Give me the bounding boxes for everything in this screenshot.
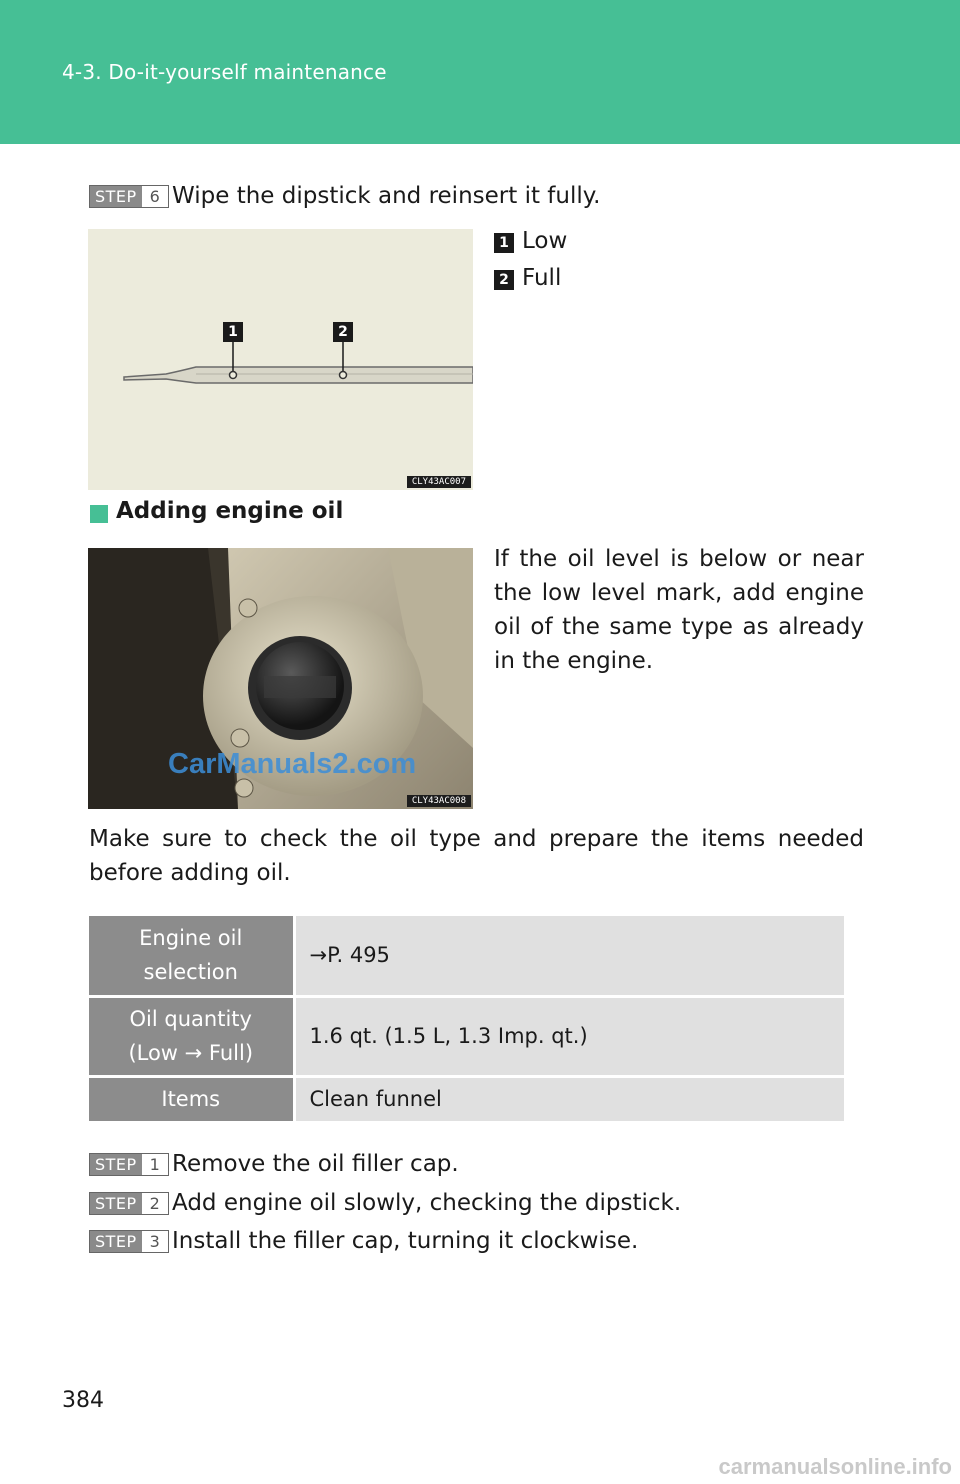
label-line: Oil quantity <box>129 1007 252 1031</box>
step-3-text: Install the filler cap, turning it clockwise. <box>172 1228 639 1254</box>
step-label: STEP <box>90 1154 142 1175</box>
label-line: Engine oil <box>139 926 243 951</box>
table-value-cell: →P. 495 <box>294 916 844 996</box>
step-1-badge <box>89 1153 169 1176</box>
marker-low: 1 <box>223 322 243 342</box>
intro-paragraph: Make sure to check the oil type and prepare the items needed before adding oil. <box>89 826 864 886</box>
legend-full: Full <box>522 265 562 291</box>
footer-watermark: carmanualsonline.info <box>718 1454 952 1479</box>
page-header <box>0 0 960 144</box>
table-row <box>89 996 844 1076</box>
legend-marker-1: 1 <box>494 233 514 253</box>
table-row <box>89 916 844 996</box>
table-header-cell <box>89 996 294 1076</box>
step-number: 2 <box>149 1194 160 1213</box>
table-value-cell: 1.6 qt. (1.5 L, 1.3 Imp. qt.) <box>294 996 844 1076</box>
step-6-badge <box>89 185 169 208</box>
label-line: (Low → Full) <box>128 1041 254 1065</box>
legend-marker-2: 2 <box>494 270 514 290</box>
step-number: 1 <box>149 1155 160 1174</box>
dipstick-illustration <box>88 229 473 490</box>
step-2-badge <box>89 1192 169 1215</box>
figure-code: CLY43AC007 <box>407 476 471 488</box>
watermark-overlay: CarManuals2.com <box>168 748 417 780</box>
label-line: selection <box>143 960 238 985</box>
section-heading: Adding engine oil <box>116 498 344 524</box>
dipstick-figure <box>88 229 473 490</box>
step-3-badge <box>89 1230 169 1253</box>
label-line: Items <box>161 1087 221 1111</box>
step-label: STEP <box>90 186 142 207</box>
step-2-text: Add engine oil slowly, checking the dipstick. <box>172 1190 682 1216</box>
legend-low: Low <box>522 228 568 254</box>
step-label: STEP <box>90 1231 142 1252</box>
marker-full: 2 <box>333 322 353 342</box>
section-title: 4-3. Do-it-yourself maintenance <box>62 60 387 84</box>
oil-level-paragraph: If the oil level is below or near the low level mark, add engine oil of the same type as already in the engine. <box>494 546 864 674</box>
table-value-cell: Clean funnel <box>294 1076 844 1122</box>
step-number: 6 <box>149 187 160 206</box>
spec-table <box>89 916 844 1124</box>
step-6-text: Wipe the dipstick and reinsert it fully. <box>172 183 601 209</box>
heading-bullet <box>90 505 108 523</box>
table-header-cell <box>89 916 294 996</box>
step-label: STEP <box>90 1193 142 1214</box>
page-number: 384 <box>62 1388 104 1413</box>
figure-code: CLY43AC008 <box>407 795 471 807</box>
table-header-cell <box>89 1076 294 1122</box>
step-number: 3 <box>149 1232 160 1251</box>
table-row <box>89 1076 844 1122</box>
step-1-text: Remove the oil filler cap. <box>172 1151 459 1177</box>
